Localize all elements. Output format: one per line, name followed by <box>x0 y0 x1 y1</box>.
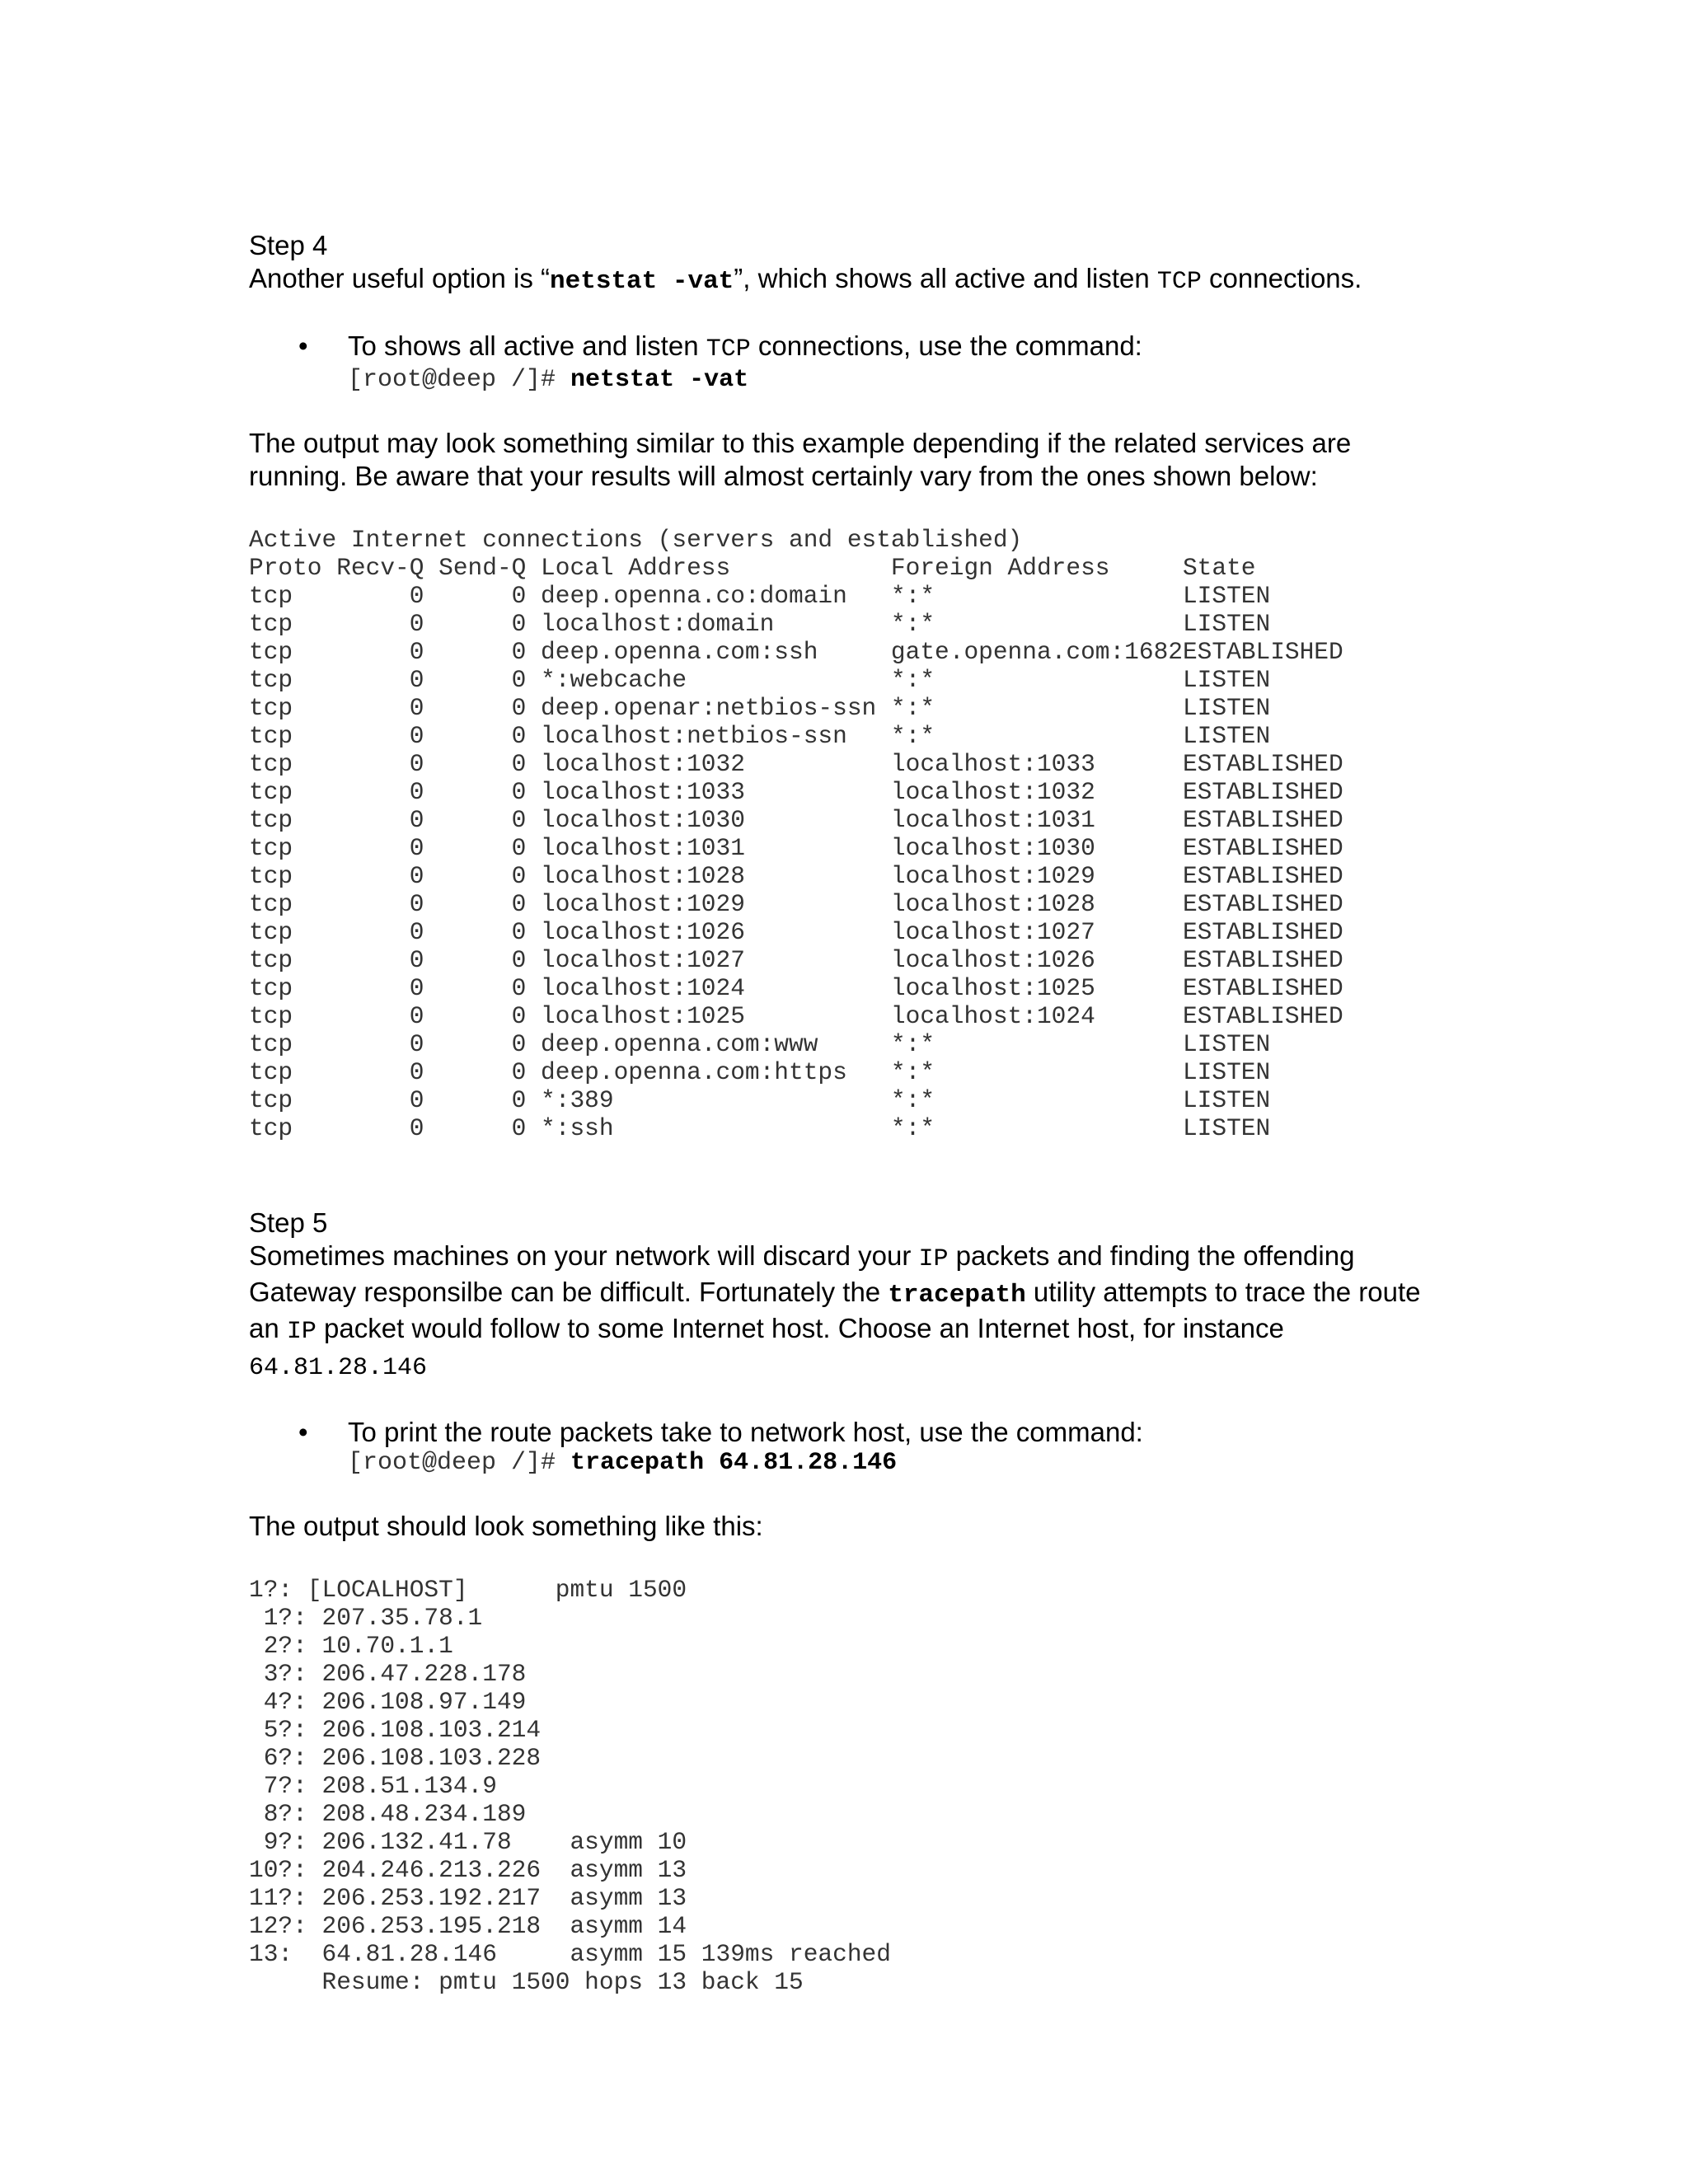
step4-command-line <box>348 366 1452 394</box>
step4-intro-text-2: ”, which shows all active and listen <box>734 263 1157 293</box>
step5-bullet-text: To print the route packets take to network host, use the command: <box>348 1417 1143 1447</box>
step5-intro-ip-1: IP <box>918 1245 949 1273</box>
step5-command-line <box>348 1449 1452 1477</box>
bullet-icon: • <box>298 330 308 361</box>
netstat-output: Active Internet connections (servers and established) Proto Recv-Q Send-Q Local Address Foreign Address State tcp 0 0 deep.openna.co:domain *:* LISTEN tcp 0 0 localhost:domain *:* LISTEN tcp 0 0 deep.openna.com:ssh gate.openna.com:1682ESTABLISHED tcp 0 0 *:webcache *:* LISTEN tcp 0 0 deep.openar:netbios-ssn *:* LISTEN tcp 0 0 localhost:netbios-ssn *:* LISTEN tcp 0 0 localhost:1032 localhost:1033 ESTABLISHED tcp 0 0 localhost:1033 localhost:1032 ESTABLISHED tcp 0 0 localhost:1030 localhost:1031 ESTABLISHED tcp 0 0 localhost:1031 localhost:1030 ESTABLISHED tcp 0 0 localhost:1028 localhost:1029 ESTABLISHED tcp 0 0 localhost:1029 localhost:1028 ESTABLISHED tcp 0 0 localhost:1026 localhost:1027 ESTABLISHED tcp 0 0 localhost:1027 localhost:1026 ESTABLISHED tcp 0 0 localhost:1024 localhost:1025 ESTABLISHED tcp 0 0 localhost:1025 localhost:1024 ESTABLISHED tcp 0 0 deep.openna.com:www *:* LISTEN tcp 0 0 deep.openna.com:https *:* LISTEN tcp 0 0 *:389 *:* LISTEN tcp 0 0 *:ssh *:* LISTEN <box>249 526 1343 1142</box>
step5-intro <box>249 1240 1452 1385</box>
step5-command: tracepath 64.81.28.146 <box>570 1449 898 1477</box>
step4-intro-text-1: Another useful option is “ <box>249 263 551 293</box>
step5-intro-text-2: packets and finding the offending Gateway responsilbe can be difficult. Fortunately the <box>249 1240 1362 1307</box>
step4-bullet-text <box>348 330 1452 366</box>
step5-heading: Step 5 <box>249 1207 328 1238</box>
step4-intro-command: netstat -vat <box>550 267 734 296</box>
step5-intro-command: tracepath <box>888 1281 1026 1310</box>
bullet-icon: • <box>298 1417 308 1447</box>
step5-intro-host: 64.81.28.146 <box>249 1354 428 1382</box>
step5-intro-text-1: Sometimes machines on your network will discard your <box>249 1240 919 1271</box>
step5-bullet <box>298 1416 1452 1477</box>
document-page <box>249 229 1452 1996</box>
step4-heading: Step 4 <box>249 230 328 260</box>
tracepath-output: 1?: [LOCALHOST] pmtu 1500 1?: 207.35.78.1 2?: 10.70.1.1 3?: 206.47.228.178 4?: 206.108.97.149 5?: 206.108.103.214 6?: 206.108.103.228 7?: 208.51.134.9 8?: 208.48.234.189 9?: 206.132.41.78 asymm 10 10?: 204.246.213.226 asymm 13 11?: 206.253.192.217 asymm 13 12?: 206.253.195.218 asymm 14 13: 64.81.28.146 asymm 15 139ms reached Resume: pmtu 1500 hops 13 back 15 <box>249 1576 891 1996</box>
step4-command: netstat -vat <box>570 366 749 394</box>
step4-intro-tcp: TCP <box>1156 268 1202 296</box>
step5-intro-text-3: utility attempts to trace the route an <box>249 1277 1428 1343</box>
step4-bullet-tcp: TCP <box>706 335 751 363</box>
step4-bullet-text-2: connections, use the command: <box>750 330 1142 361</box>
step5-intro-ip-2: IP <box>286 1318 316 1346</box>
step5-output-intro: The output should look something like this: <box>249 1511 763 1541</box>
step4-prompt: [root@deep /]# <box>348 366 571 394</box>
step4-output-intro: The output may look something similar to this example depending if the related services are running. Be aware that your results will almost certainly vary from the ones shown below: <box>249 428 1359 491</box>
step5-prompt: [root@deep /]# <box>348 1449 571 1477</box>
step4-bullet <box>298 330 1452 394</box>
step4-intro <box>249 262 1452 298</box>
step4-bullet-text-1: To shows all active and listen <box>348 330 706 361</box>
step4-intro-text-3: connections. <box>1201 263 1362 293</box>
step5-intro-text-4: packet would follow to some Internet host. Choose an Internet host, for instance <box>316 1313 1292 1343</box>
